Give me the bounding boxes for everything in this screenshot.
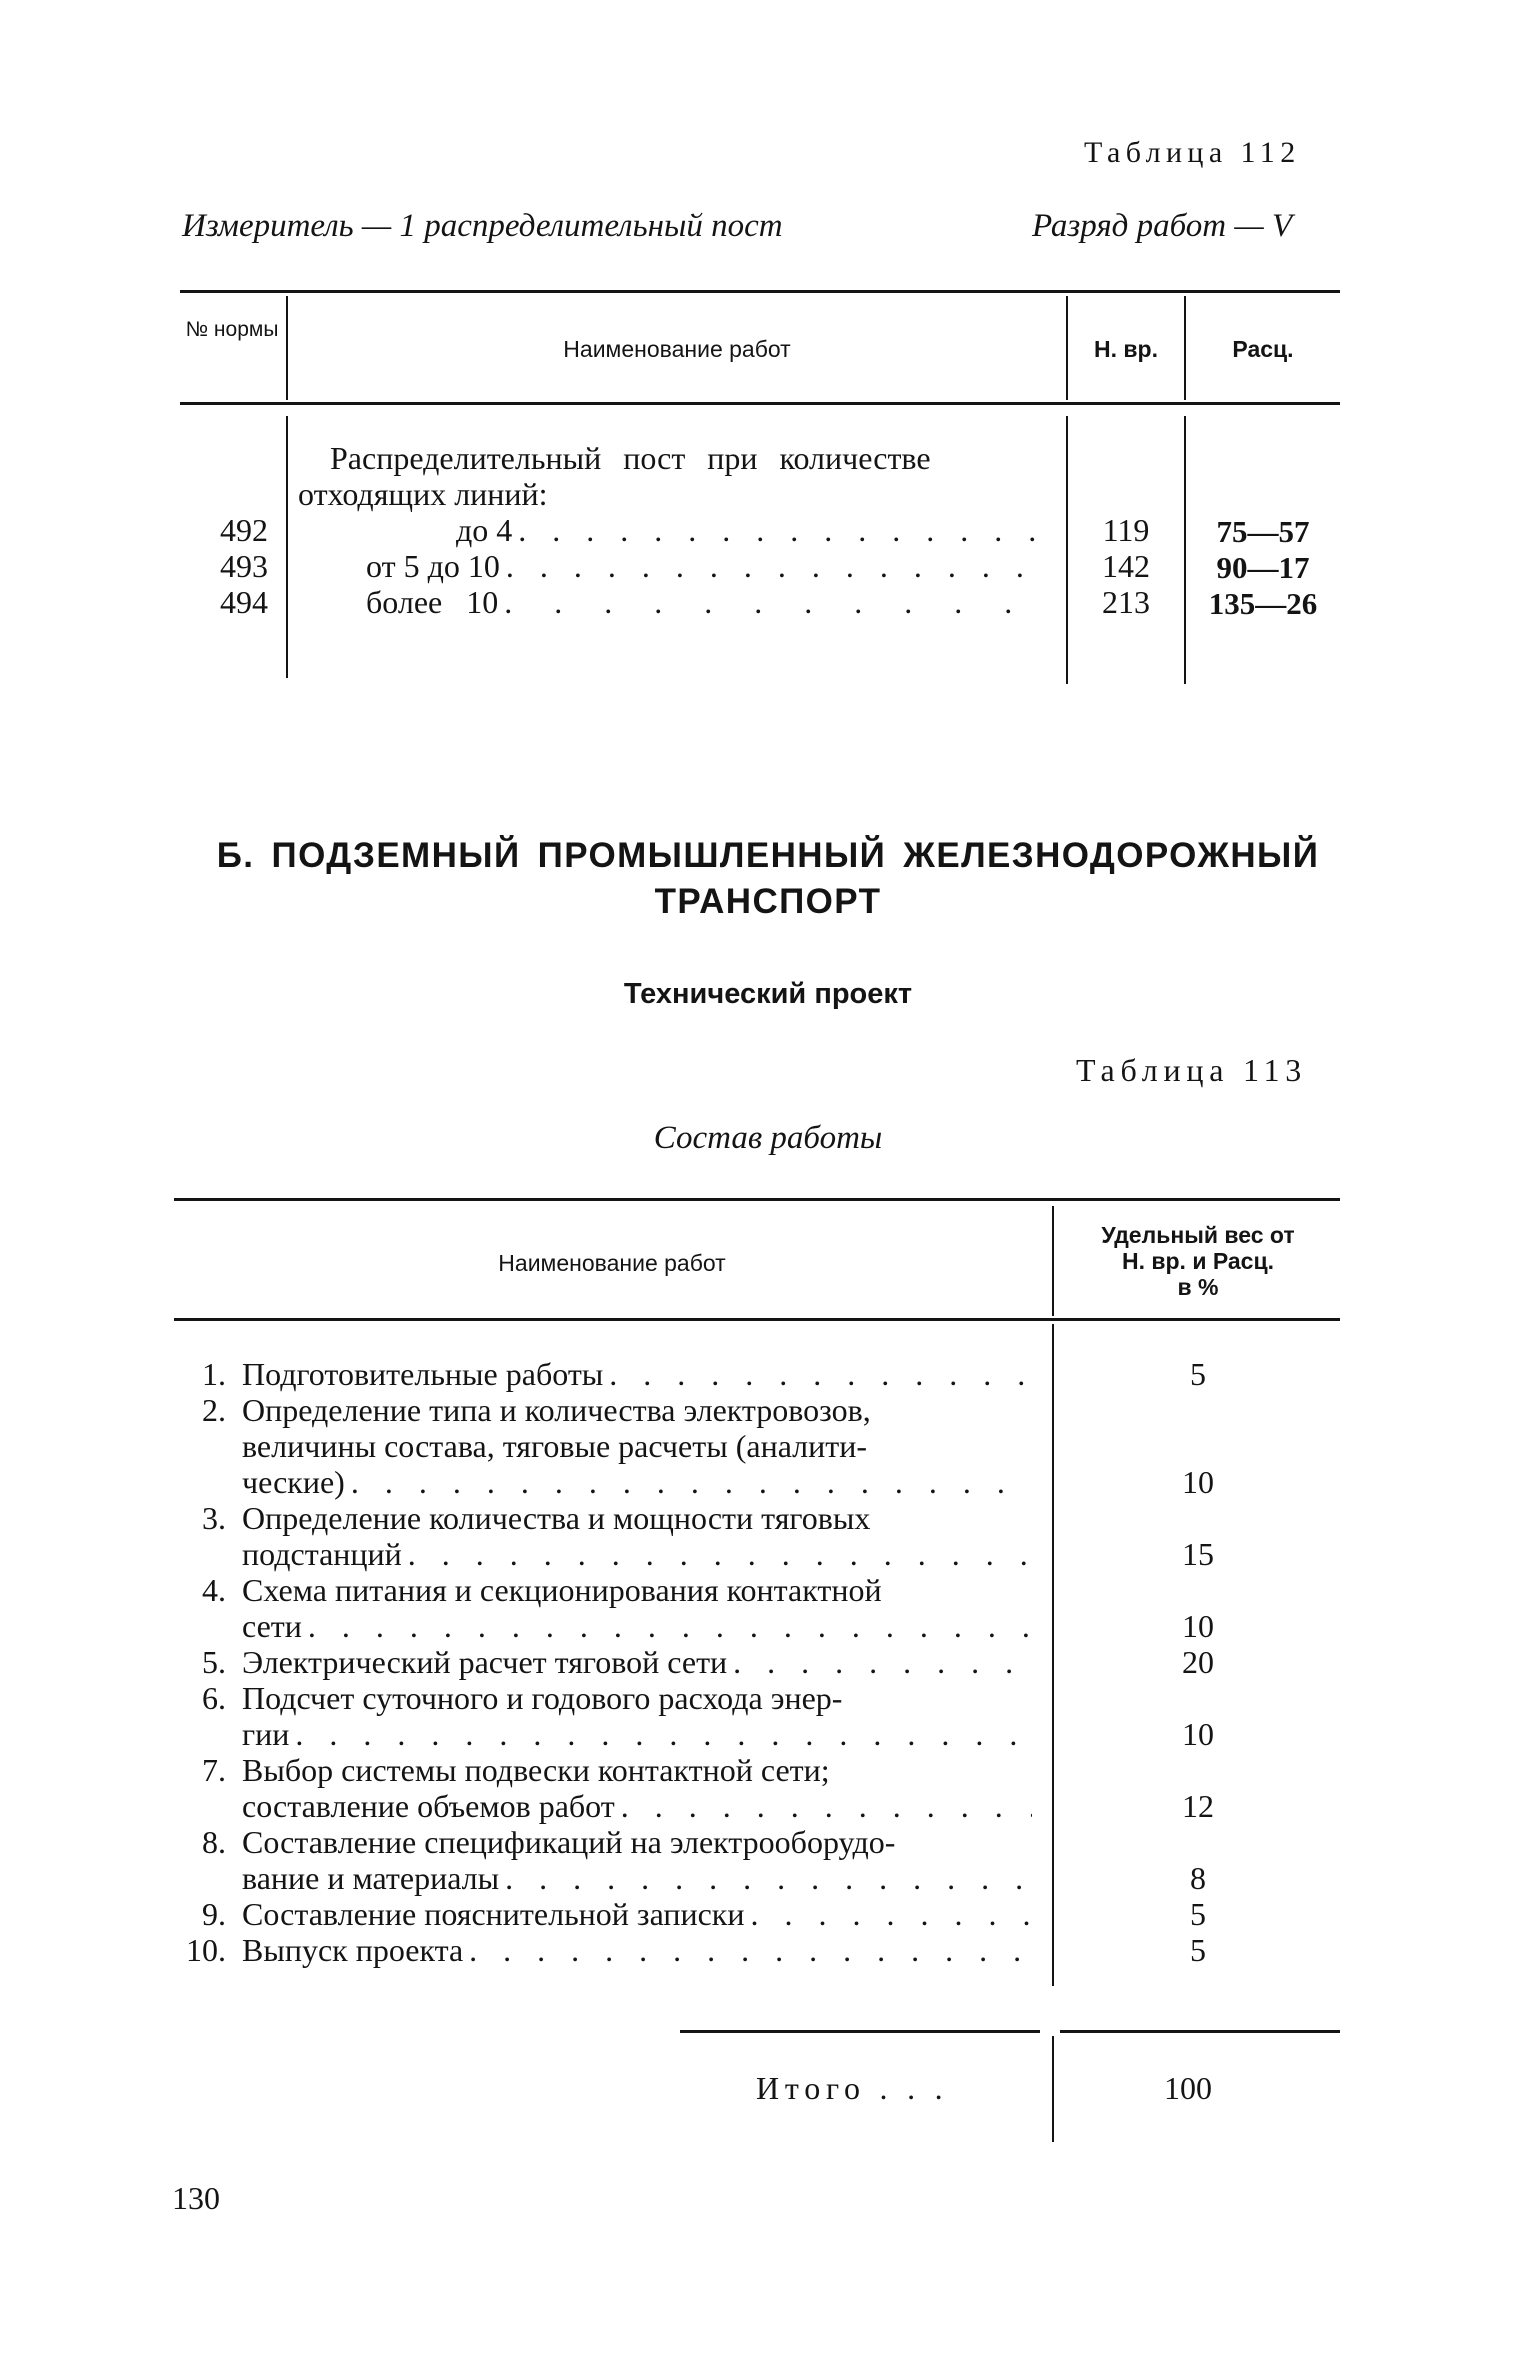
norm-number: 494 [220, 584, 268, 620]
item-text-line: гии . . . [242, 1716, 1032, 1753]
item-text-line: Составление спецификаций на электрооборудо- [242, 1824, 896, 1860]
item-text-line: Подсчет суточного и годового расхода энер- [242, 1680, 843, 1716]
share-header-line-1: Удельный вес от [1101, 1222, 1295, 1248]
table-112-body-sep-1 [286, 416, 288, 678]
item-text-line: Схема питания и секционирования контактной [242, 1572, 882, 1608]
item-value: 5 [1190, 1356, 1206, 1392]
total-label: Итого . . . [756, 2070, 949, 2106]
item-value: 5 [1190, 1896, 1206, 1932]
table-112-grade-label: Разряд работ — V [1032, 208, 1293, 244]
item-number: 3. [202, 1500, 226, 1536]
table-113-header-share [1056, 1222, 1340, 1300]
table-112-header-sep-1 [286, 296, 288, 400]
work-name: от 5 до 10 . . . [366, 548, 1046, 585]
item-text-line: составление объемов работ . . . [242, 1788, 1032, 1825]
section-subheading: Технический проект [623, 978, 913, 1010]
work-name: более 10 . . . [366, 584, 1046, 621]
table-112-header-no: № нормы [185, 318, 279, 341]
item-number: 9. [202, 1896, 226, 1932]
norm-number: 493 [220, 548, 268, 584]
item-value: 10 [1182, 1464, 1214, 1500]
total-rule-left [680, 2030, 1040, 2033]
rate-value: 135—26 [1208, 586, 1318, 621]
rate-value: 75—57 [1216, 514, 1310, 549]
table-113-header-rule [174, 1318, 1340, 1321]
item-number: 2. [202, 1392, 226, 1428]
item-text-line: Определение количества и мощности тяговых [242, 1500, 871, 1536]
table-113-header-sep [1052, 1206, 1054, 1316]
item-text: Электрический расчет тяговой сети . . . [242, 1644, 1032, 1681]
item-number: 7. [202, 1752, 226, 1788]
item-number: 10. [186, 1932, 226, 1968]
item-value: 15 [1182, 1536, 1214, 1572]
section-heading-line-2: ТРАНСПОРТ [654, 882, 882, 921]
item-number: 5. [202, 1644, 226, 1680]
table-113-body-sep [1052, 1324, 1054, 1986]
total-sep [1052, 2036, 1054, 2142]
time-value: 213 [1102, 584, 1150, 620]
item-text: Выпуск проекта . . . [242, 1932, 1032, 1969]
item-number: 8. [202, 1824, 226, 1860]
item-value: 12 [1182, 1788, 1214, 1824]
table-112-caption: Таблица 112 [1084, 136, 1301, 169]
item-text-line: ческие) . . . [242, 1464, 1032, 1501]
table-112-header-name: Наименование работ [563, 336, 791, 362]
table-113-header-name: Наименование работ [498, 1250, 726, 1276]
total-value: 100 [1164, 2070, 1212, 2106]
table-112-unit-label: Измеритель — 1 распределительный пост [182, 208, 783, 244]
share-header-line-3: в % [1177, 1274, 1219, 1300]
table-112-header-rule [180, 402, 1340, 405]
table-112-top-rule [180, 290, 1340, 293]
item-text-line: подстанций . . . [242, 1536, 1032, 1573]
page-number: 130 [172, 2180, 220, 2216]
item-number: 4. [202, 1572, 226, 1608]
item-value: 10 [1182, 1608, 1214, 1644]
total-rule-right [1060, 2030, 1340, 2033]
table-113-caption: Таблица 113 [1076, 1052, 1308, 1088]
item-text-line: Определение типа и количества электровозов, [242, 1392, 871, 1428]
item-value: 10 [1182, 1716, 1214, 1752]
table-112-intro-line-2: отходящих линий: [298, 476, 548, 512]
time-value: 142 [1102, 548, 1150, 584]
item-number: 6. [202, 1680, 226, 1716]
item-value: 8 [1190, 1860, 1206, 1896]
table-112-header-time: Н. вр. [1094, 336, 1158, 362]
item-value: 20 [1182, 1644, 1214, 1680]
item-number: 1. [202, 1356, 226, 1392]
item-text-line: сети . . . [242, 1608, 1032, 1645]
time-value: 119 [1102, 512, 1150, 548]
rate-value: 90—17 [1216, 550, 1310, 585]
work-name: до 4 . . . [456, 512, 1046, 549]
item-text-line: величины состава, тяговые расчеты (аналити- [242, 1428, 868, 1464]
table-112-intro-line-1: Распределительный пост при количестве [330, 440, 931, 476]
table-112-header-rate: Расц. [1232, 336, 1294, 362]
table-113-title: Состав работы [653, 1120, 883, 1156]
norm-number: 492 [220, 512, 268, 548]
section-heading-line-1: Б. ПОДЗЕМНЫЙ ПРОМЫШЛЕННЫЙ ЖЕЛЕЗНОДОРОЖНЫЙ [216, 836, 1320, 875]
item-text-line: Выбор системы подвески контактной сети; [242, 1752, 830, 1788]
table-113-top-rule [174, 1198, 1340, 1201]
item-value: 5 [1190, 1932, 1206, 1968]
share-header-line-2: Н. вр. и Расц. [1121, 1248, 1275, 1274]
item-text-line: вание и материалы . . . [242, 1860, 1032, 1897]
item-text: Подготовительные работы . . . [242, 1356, 1032, 1393]
item-text: Составление пояснительной записки . . . [242, 1896, 1032, 1933]
